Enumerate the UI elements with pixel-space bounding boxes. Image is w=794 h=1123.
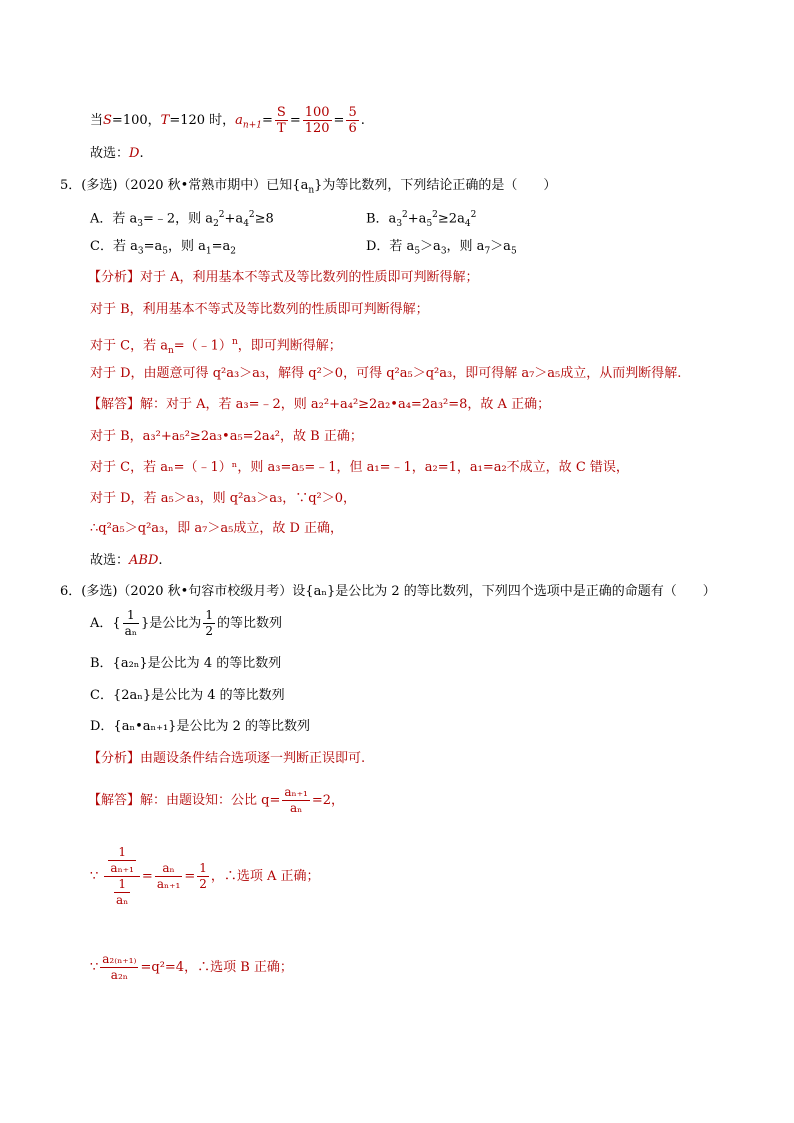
q6-option-c: C．{2aₙ}是公比为 4 的等比数列 <box>90 688 285 703</box>
q5-option-d: D．若 $a_5>a_3$，则 $a_7>a_5$ <box>366 239 517 257</box>
q6-analysis-line: 【分析】由题设条件结合选项逐一判断正误即可. <box>88 751 366 766</box>
answer-d: D <box>129 146 140 161</box>
fraction-1-2: $\frac{1}{2}$ <box>199 861 207 891</box>
q5-option-c: C．若 $a_3=a_5$，则 $a_1=a_2$ <box>90 239 236 257</box>
q5-answer-line-5: ∴q²a₅＞q²a₃，即 a₇＞a₅成立，故 D 正确， <box>90 521 344 536</box>
a-label: $a_{n+1}$ <box>235 113 262 131</box>
compound-fraction: $\frac{\frac{1}{\text{aₙ₊₁}}}{\frac{1}{\text{aₙ}}}$ <box>104 845 140 908</box>
fraction-s-t: $\frac{S}{T}$ <box>276 105 286 136</box>
q5-choose-line: 故选：ABD. <box>90 553 163 568</box>
choose-d-line: 故选：D. <box>90 146 144 161</box>
q5-analysis-line-3: 对于 C，若 $a_n=(﹣1)^n$，即可判断得解； <box>90 337 342 356</box>
fraction-1-over-2: $\frac{1}{2}$ <box>205 608 213 638</box>
fraction-ratio-q: $\frac{\text{aₙ₊₁}}{\text{aₙ}}$ <box>284 785 308 815</box>
q6-step-2: ∵ $\frac{\text{a₂₍ₙ₊₁₎}}{\text{a₂ₙ}}$ =q²=4，∴选项 B 正确； <box>90 952 293 982</box>
fraction-5-6: $\frac{5}{6}$ <box>348 105 357 136</box>
q5-answer-line-3: 对于 C，若 aₙ=（﹣1）ⁿ，则 a₃=a₅=﹣1，但 a₁=﹣1，a₂=1，a₁=a₂不成立，故 C 错误， <box>90 460 629 475</box>
fraction-an-over-an1: $\frac{\text{aₙ}}{\text{aₙ₊₁}}$ <box>156 861 181 891</box>
q5-option-b: B．$a_3^2+a_5^2\ge 2a_4^2$ <box>366 210 477 229</box>
q5-analysis-line-4: 对于 D，由题意可得 q²a₃＞a₃，解得 q²＞0，可得 q²a₅＞q²a₃，即可得解 a₇＞a₅成立，从而判断得解. <box>90 366 682 381</box>
fraction-100-120: $\frac{100}{120}$ <box>304 105 330 136</box>
q5-answer-line-2: 对于 B，a₃²+a₅²≥2a₃•a₅=2a₄²，故 B 正确； <box>90 429 363 444</box>
q6-option-d: D．{aₙ•aₙ₊₁}是公比为 2 的等比数列 <box>90 719 310 734</box>
var-s: S <box>103 113 112 128</box>
fraction-a2n1-over-a2n: $\frac{\text{a₂₍ₙ₊₁₎}}{\text{a₂ₙ}}$ <box>102 952 137 982</box>
q6-option-b: B．{a₂ₙ}是公比为 4 的等比数列 <box>90 656 282 671</box>
q5-analysis-line-2: 对于 B，利用基本不等式及等比数列的性质即可判断得解； <box>90 302 429 317</box>
q5-answer-line-4: 对于 D，若 a₅＞a₃，则 q²a₃＞a₃，∵q²＞0， <box>90 491 357 506</box>
fraction-1-over-an: $\frac{1}{\text{aₙ}}$ <box>124 608 138 638</box>
q5-analysis-line-1: 【分析】对于 A，利用基本不等式及等比数列的性质即可判断得解； <box>88 270 479 285</box>
q6-answer-line: 【解答】解：由题设知：公比 q= $\frac{\text{aₙ₊₁}}{\text{aₙ}}$ =2， <box>88 785 345 815</box>
q6-step-1: ∵ $\frac{\frac{1}{\text{aₙ₊₁}}}{\frac{1}{\text{aₙ}}}$ = $\frac{\text{aₙ}}{\text{aₙ₊₁}}$ = $\frac{1}{2}$ ，∴选项 A 正确； <box>90 845 320 907</box>
q6-option-a: A．{ $\frac{1}{\text{aₙ}}$ }是公比为 $\frac{1}{2}$ 的等比数列 <box>90 608 282 638</box>
q5-heading: 5．(多选)（2020 秋•常熟市期中）已知$\{a_n\}$为等比数列，下列结论正确的是（ ） <box>60 178 557 196</box>
intro-line: 当S=100，T=120 时，$a_{n+1}=$ $\frac{S}{T}$ = $\frac{100}{120}$ = $\frac{5}{6}$ . <box>90 105 365 136</box>
q5-answer-line-1: 【解答】解：对于 A，若 a₃=﹣2，则 a₂²+a₄²≥2a₂•a₄=2a₃²=8，故 A 正确； <box>88 397 551 412</box>
q6-heading: 6．(多选)（2020 秋•句容市校级月考）设{aₙ}是公比为 2 的等比数列，下列四个选项中是正确的命题有（ ） <box>60 584 716 599</box>
var-t: T <box>160 113 170 128</box>
q5-option-a: A．若 $a_3=﹣2$，则 $a_2^2+a_4^2\ge 8$ <box>90 210 274 229</box>
answer-abd: ABD <box>129 553 159 568</box>
